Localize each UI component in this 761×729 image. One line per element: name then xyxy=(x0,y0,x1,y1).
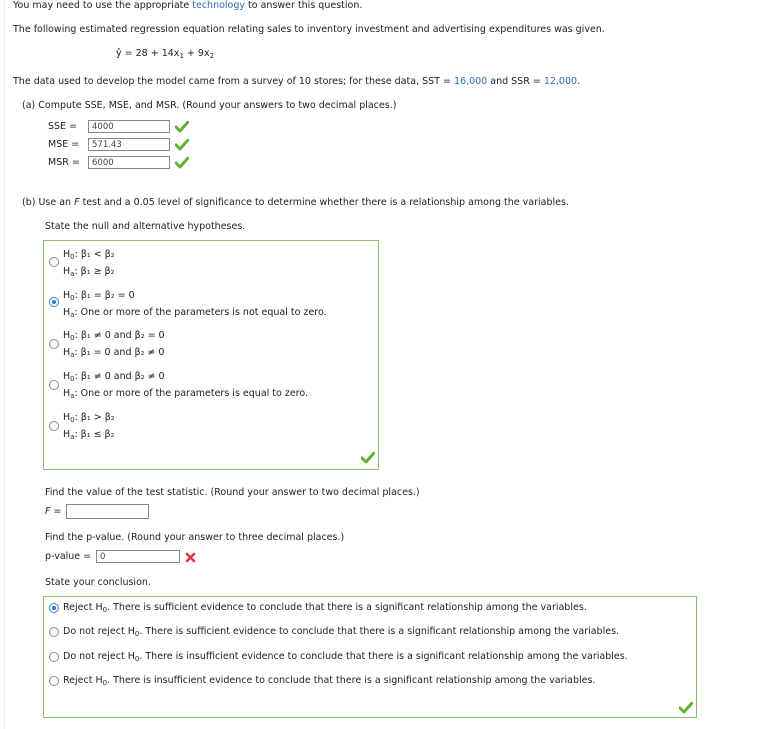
intro-text: You may need to use the appropriate technology to answer this question. xyxy=(13,0,363,11)
hypothesis-option-2-ha: $H_a$: One or more of the parameters is not equal to zero. xyxy=(63,307,327,319)
mse-label: MSE = xyxy=(48,139,80,150)
hypothesis-option-1-ha: $H_a$: β₁ ≥ β₂ xyxy=(63,266,115,278)
pvalue-prompt: Find the p-value. (Round your answer to three decimal places.) xyxy=(45,532,345,543)
hypothesis-option-3-radio[interactable] xyxy=(49,339,59,349)
hypothesis-option-3-ha: $H_a$: β₁ = 0 and β₂ ≠ 0 xyxy=(63,347,165,359)
mse-input[interactable]: 571.43 xyxy=(88,138,170,151)
regression-equation: ŷ = $28 + 14x_1 + 9x_2$ xyxy=(116,48,215,60)
test-statistic-prompt: Find the value of the test statistic. (Round your answer to two decimal places.) xyxy=(45,487,420,498)
hypothesis-option-4-ha: $H_a$: One or more of the parameters is equal to zero. xyxy=(63,388,309,400)
hypothesis-option-2-radio[interactable] xyxy=(49,297,59,307)
part-a-label: (a) Compute SSE, MSE, and MSR. (Round your answers to two decimal places.) xyxy=(22,100,397,111)
sse-input[interactable]: 4000 xyxy=(88,120,170,133)
correct-check-icon xyxy=(175,121,189,133)
sse-label: SSE = xyxy=(48,121,78,132)
conclusion-option-3-text: Do not reject $H_0$. There is insufficient evidence to conclude that there is a significant relationship among the variables. xyxy=(63,651,628,663)
msr-input[interactable]: 6000 xyxy=(88,156,170,169)
correct-check-icon xyxy=(361,452,375,464)
f-label: F = xyxy=(45,506,62,517)
sst-value: 16,000 xyxy=(453,76,488,87)
technology-link[interactable]: technology xyxy=(192,0,246,11)
hypotheses-prompt: State the null and alternative hypotheses. xyxy=(45,221,246,232)
pvalue-label: p-value = xyxy=(45,551,92,562)
data-description: The data used to develop the model came from a survey of 10 stores; for these data, SST = 16,000 and SSR = 12,000. xyxy=(13,76,581,87)
hypothesis-option-3-h0: $H_0$: β₁ ≠ 0 and β₂ = 0 xyxy=(63,330,165,342)
question-prompt: The following estimated regression equation relating sales to inventory investment and advertising expenditures was given. xyxy=(13,24,605,35)
conclusion-option-2-radio[interactable] xyxy=(49,627,59,637)
f-statistic-input[interactable] xyxy=(66,504,149,519)
hypothesis-option-4-radio[interactable] xyxy=(49,380,59,390)
conclusion-option-4-text: Reject $H_0$. There is insufficient evidence to conclude that there is a significant relationship among the variables. xyxy=(63,675,596,687)
conclusion-option-1-text: Reject $H_0$. There is sufficient evidence to conclude that there is a significant relationship among the variables. xyxy=(63,602,587,614)
conclusion-option-4-radio[interactable] xyxy=(49,676,59,686)
conclusion-prompt: State your conclusion. xyxy=(45,577,151,588)
correct-check-icon xyxy=(175,139,189,151)
msr-label: MSR = xyxy=(48,157,80,168)
conclusion-option-2-text: Do not reject $H_0$. There is sufficient evidence to conclude that there is a significant relationship among the variables. xyxy=(63,626,620,638)
conclusion-option-3-radio[interactable] xyxy=(49,652,59,662)
hypothesis-option-5-h0: $H_0$: β₁ > β₂ xyxy=(63,412,115,424)
incorrect-x-icon xyxy=(185,552,196,563)
hypothesis-option-5-ha: $H_a$: β₁ ≤ β₂ xyxy=(63,429,115,441)
hypothesis-option-1-radio[interactable] xyxy=(49,257,59,267)
part-b-label: (b) Use an F test and a 0.05 level of significance to determine whether there is a relationship among the variables. xyxy=(22,197,569,208)
conclusion-option-1-radio[interactable] xyxy=(49,603,59,613)
hypothesis-option-4-h0: $H_0$: β₁ ≠ 0 and β₂ ≠ 0 xyxy=(63,371,165,383)
hypothesis-option-1-h0: $H_0$: β₁ < β₂ xyxy=(63,249,115,261)
hypothesis-option-5-radio[interactable] xyxy=(49,421,59,431)
pvalue-input[interactable]: 0 xyxy=(96,550,180,563)
hypothesis-option-2-h0: $H_0$: β₁ = β₂ = 0 xyxy=(63,290,135,302)
page-left-border xyxy=(4,0,5,729)
ssr-value: 12,000 xyxy=(543,76,578,87)
correct-check-icon xyxy=(175,157,189,169)
correct-check-icon xyxy=(679,702,693,714)
